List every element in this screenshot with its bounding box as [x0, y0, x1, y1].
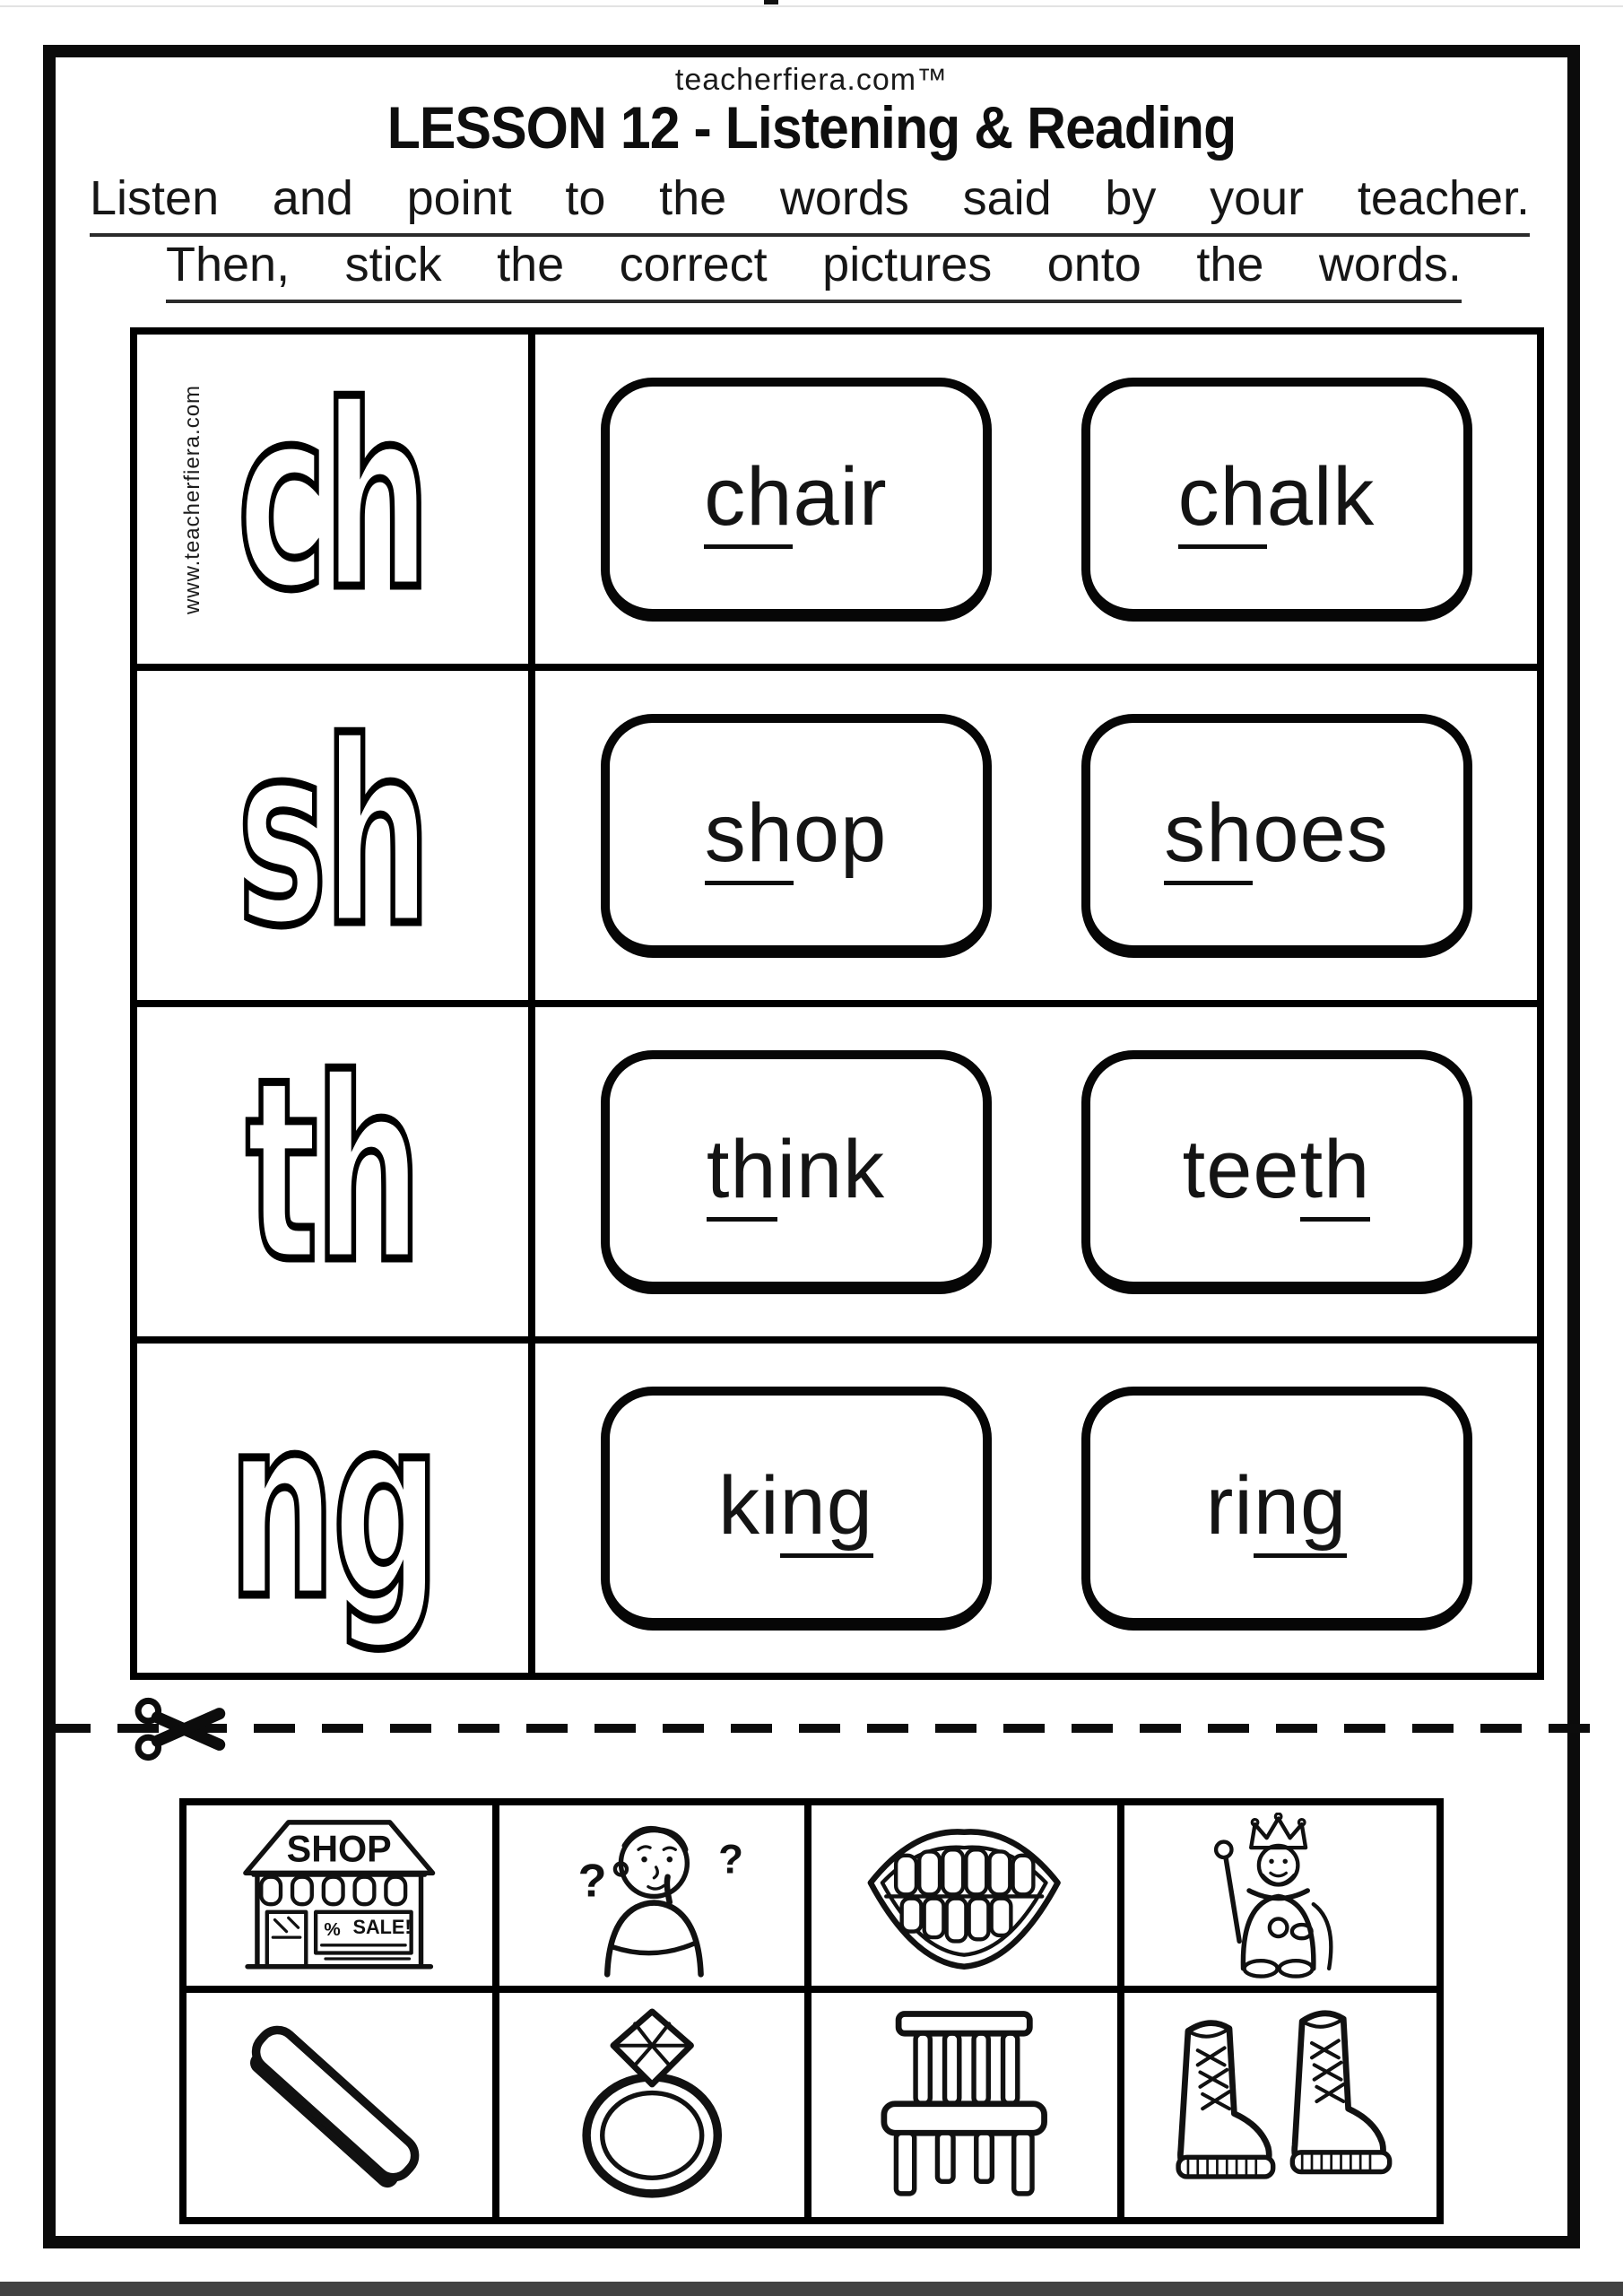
picture-grid: [179, 1798, 1444, 2224]
word-cards-cell: [535, 671, 1537, 1000]
word-label: [1178, 450, 1376, 544]
svg-text:SHOP: SHOP: [286, 1828, 392, 1870]
scan-artifact: [764, 0, 778, 4]
digraph-table: [130, 327, 1544, 1680]
word-label: [705, 787, 888, 881]
word-suffix: op: [793, 787, 888, 879]
digraph-letters: sh: [237, 689, 429, 982]
instruction-word: the: [1196, 238, 1264, 291]
instruction-word: said: [962, 171, 1052, 225]
shop-picture: [202, 1813, 476, 1979]
word-card: [601, 378, 992, 622]
word-card: [1081, 378, 1472, 622]
picture-cell: [499, 1805, 812, 1993]
svg-text:?: ?: [577, 1855, 607, 1908]
chalk-picture: [202, 2002, 476, 2208]
word-card: [1081, 714, 1472, 958]
instruction-word: Listen: [90, 171, 220, 225]
thinking-boy-picture: [515, 1813, 789, 1979]
word-card: [1081, 1050, 1472, 1294]
instruction-word: your: [1210, 171, 1305, 225]
word-suffix: oes: [1253, 787, 1389, 879]
picture-cell: [499, 1993, 812, 2217]
svg-text:SALE!: SALE!: [352, 1915, 412, 1938]
digraph-cell: [137, 1344, 535, 1673]
scan-bottom-bar: [0, 2282, 1623, 2296]
site-name: teacherfiera.com™: [674, 63, 949, 97]
digraph-letters: ng: [228, 1361, 438, 1655]
digraph-row: [137, 1007, 1537, 1344]
instruction-line-1: [90, 170, 1530, 237]
digraph-cell: [137, 1007, 535, 1336]
instruction-word: point: [406, 171, 512, 225]
word-suffix: air: [793, 451, 888, 543]
picture-cell: [812, 1993, 1124, 2217]
instruction-word: words.: [1318, 238, 1462, 291]
word-digraph-underlined: ng: [1254, 1460, 1347, 1558]
instruction-word: correct: [619, 238, 768, 291]
picture-cell: [1124, 1993, 1437, 2217]
ring-picture: [515, 2002, 789, 2208]
instruction-word: the: [497, 238, 565, 291]
instruction-word: by: [1105, 171, 1157, 225]
word-card: [601, 1050, 992, 1294]
word-label: [1183, 1123, 1371, 1217]
word-digraph-underlined: sh: [1164, 787, 1253, 885]
word-card: [1081, 1387, 1472, 1631]
digraph-row: [137, 671, 1537, 1007]
digraph-cell: [137, 335, 535, 664]
word-suffix: ink: [777, 1124, 886, 1215]
word-cards-cell: [535, 1007, 1537, 1336]
word-digraph-underlined: ch: [704, 451, 793, 549]
king-picture: [1140, 1813, 1421, 1979]
instruction-word: stick: [344, 238, 442, 291]
instruction-word: words: [779, 171, 909, 225]
word-label: [704, 450, 887, 544]
instruction-word: and: [272, 171, 353, 225]
svg-text:%: %: [324, 1918, 341, 1940]
word-digraph-underlined: ng: [780, 1460, 873, 1558]
picture-cell: [1124, 1805, 1437, 1993]
word-digraph-underlined: th: [707, 1124, 777, 1222]
word-digraph-underlined: th: [1300, 1124, 1371, 1222]
picture-cell: [187, 1993, 499, 2217]
instruction-word: Then,: [166, 238, 291, 291]
word-label: [718, 1459, 873, 1553]
word-card: [601, 1387, 992, 1631]
picture-cell: [187, 1805, 499, 1993]
page-title: LESSON 12 - Listening & Reading: [386, 94, 1237, 161]
word-cards-cell: [535, 335, 1537, 664]
word-digraph-underlined: ch: [1178, 451, 1267, 549]
word-suffix: alk: [1266, 451, 1376, 543]
digraph-letters: th: [246, 1025, 420, 1318]
teeth-picture: [827, 1813, 1101, 1979]
instruction-word: onto: [1046, 238, 1141, 291]
word-prefix: ri: [1205, 1460, 1254, 1552]
cut-dashed-line: [49, 1724, 1610, 1733]
word-prefix: tee: [1182, 1124, 1300, 1215]
digraph-letters: ch: [238, 352, 428, 646]
chair-picture: [827, 2002, 1101, 2208]
word-digraph-underlined: sh: [705, 787, 794, 885]
word-label: [1164, 787, 1389, 881]
svg-text:?: ?: [717, 1836, 743, 1883]
word-prefix: ki: [718, 1460, 780, 1552]
word-label: [1206, 1459, 1347, 1553]
word-card: [601, 714, 992, 958]
instruction-word: pictures: [822, 238, 993, 291]
word-cards-cell: [535, 1344, 1537, 1673]
digraph-row: [137, 1344, 1537, 1673]
instruction-word: to: [565, 171, 606, 225]
side-watermark: www.teacherfiera.com: [180, 384, 204, 614]
picture-cell: [812, 1805, 1124, 1993]
instruction-word: the: [659, 171, 727, 225]
shoes-picture: [1140, 2002, 1421, 2208]
digraph-cell: [137, 671, 535, 1000]
instruction-word: teacher.: [1357, 171, 1530, 225]
instruction-line-2: [166, 237, 1462, 303]
word-label: [707, 1123, 885, 1217]
scissors-icon: [131, 1688, 240, 1770]
digraph-row: [137, 335, 1537, 671]
